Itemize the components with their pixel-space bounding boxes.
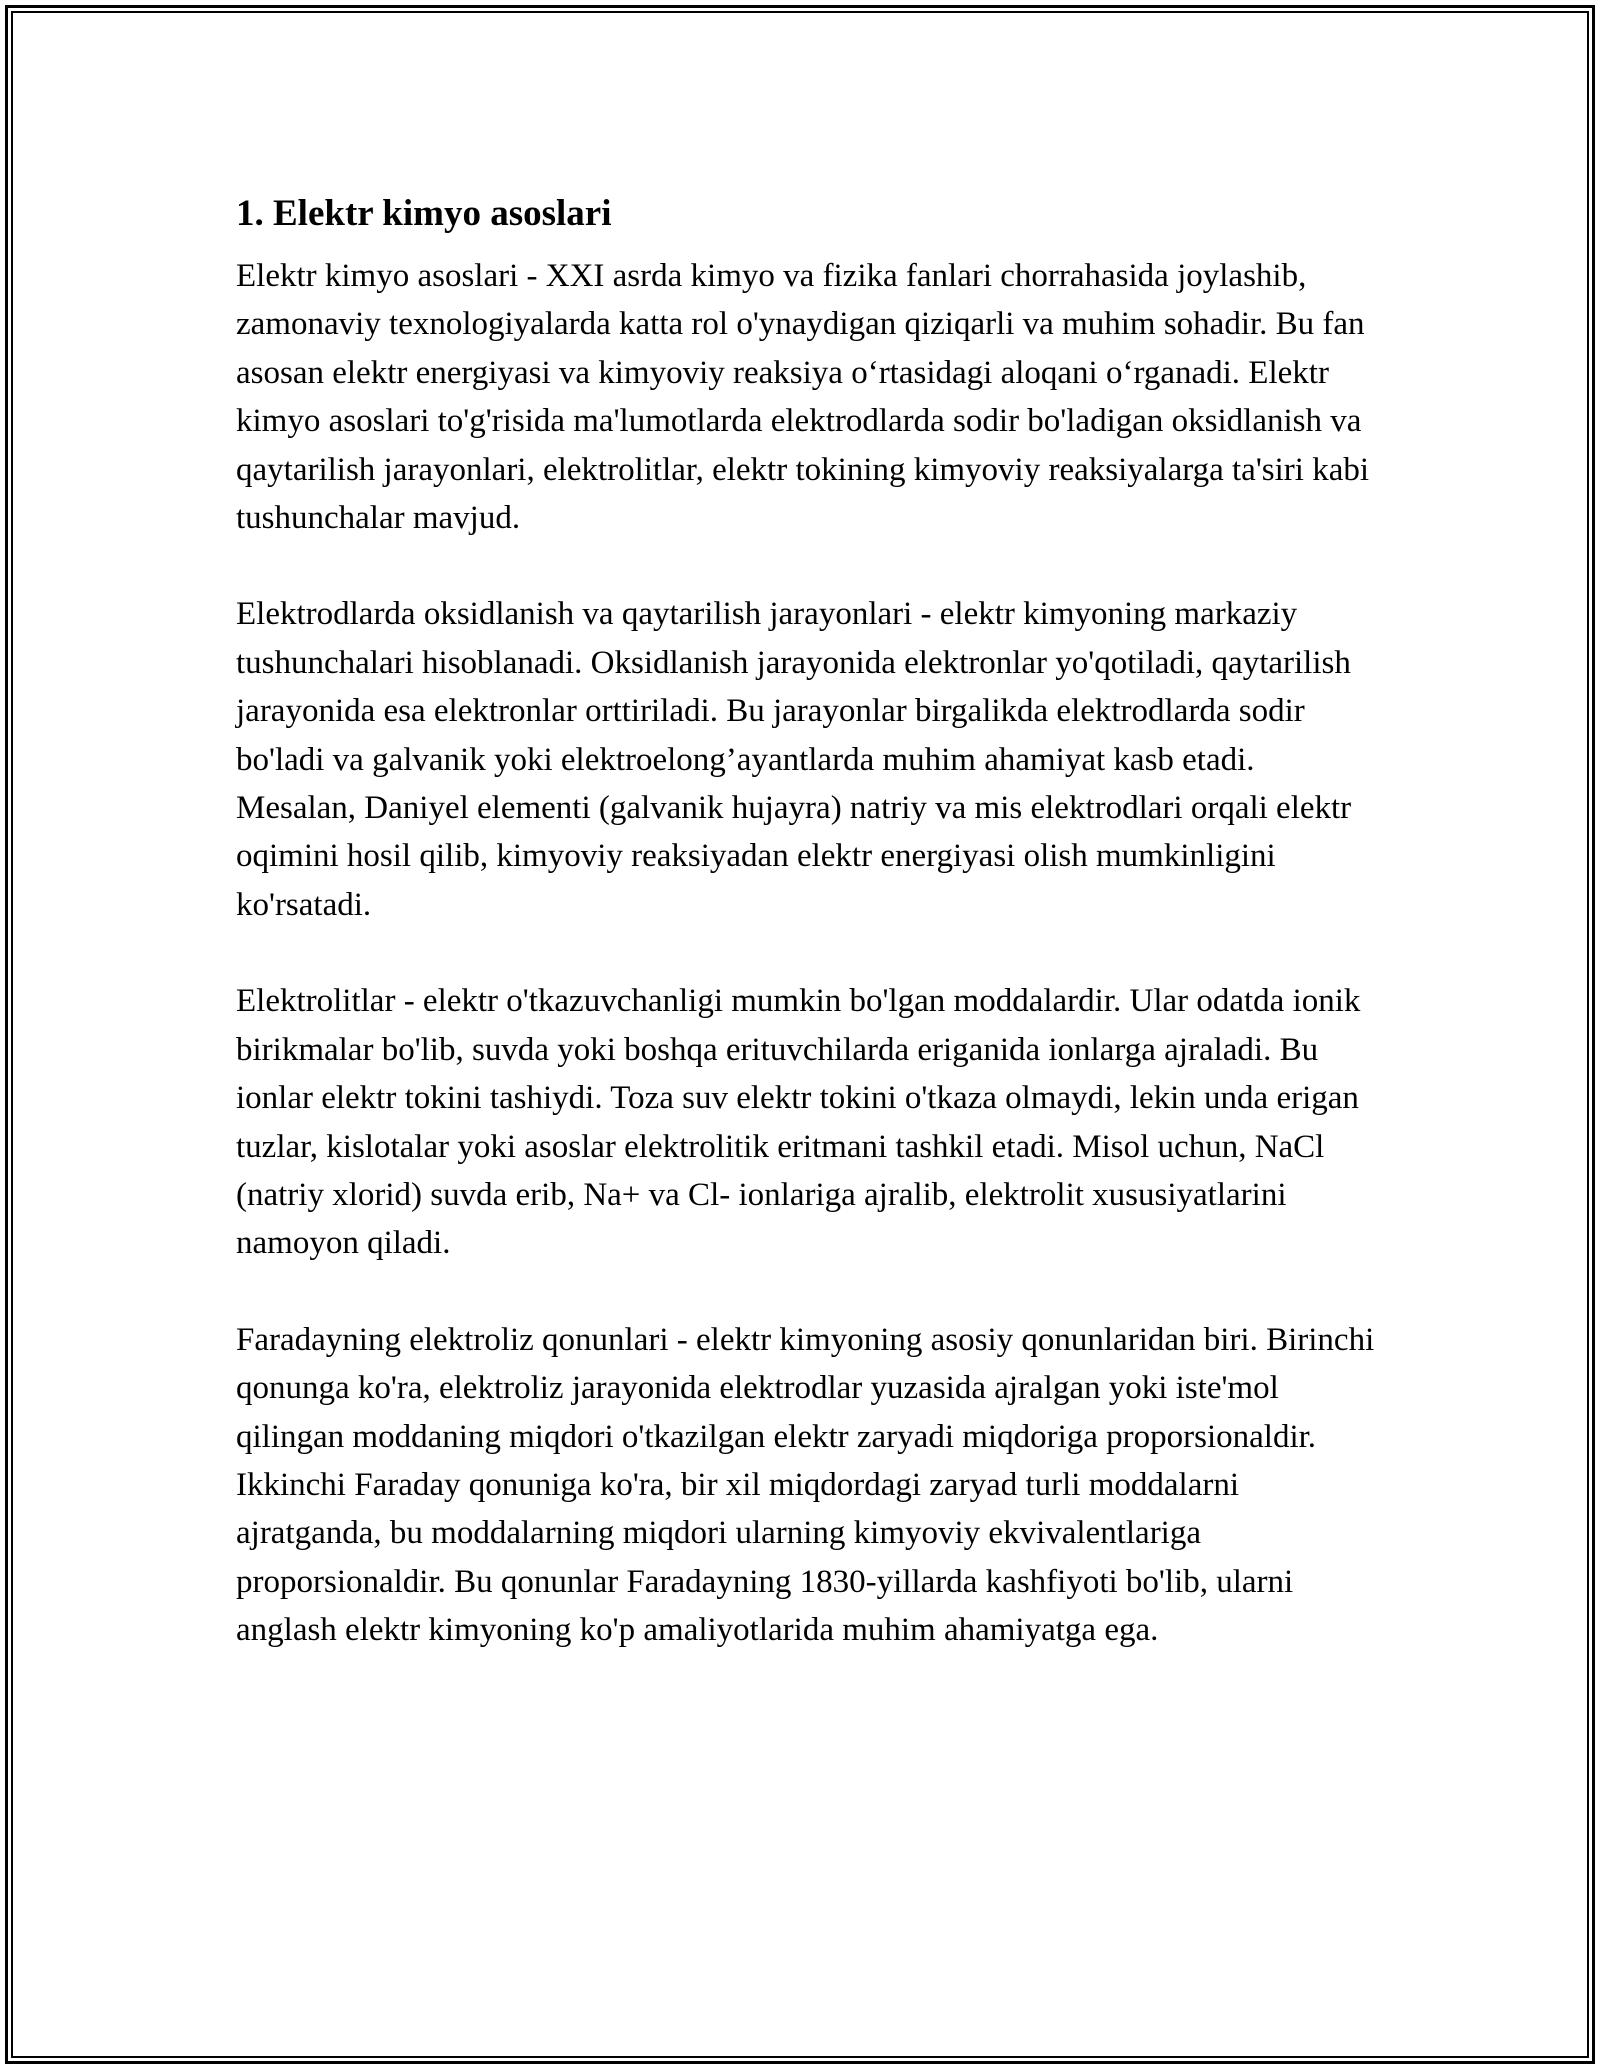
document-body	[236, 188, 1376, 1655]
paragraph-electrolytes: Elektrolitlar - elektr o'tkazuvchanligi mumkin bo'lgan moddalardir. Ular odatda ionik birikmalar bo'lib, suvda yoki boshqa erituvchilarda eriganida ionlarga ajraladi. Bu ionlar elektr tokini tashiydi. Toza suv elektr tokini o'tkaza olmaydi, lekin unda erigan tuzlar, kislotalar yoki asoslar elektrolitik eritmani tashkil etadi. Misol uchun, NaCl (natriy xlorid) suvda erib, Na+ va Cl- ionlariga ajralib, elektrolit xususiyatlarini namoyon qiladi.	[236, 983, 1361, 1262]
section-title: 1. Elektr kimyo asoslari	[236, 193, 612, 234]
paragraph-redox: Elektrodlarda oksidlanish va qaytarilish jarayonlari - elektr kimyoning markaziy tushunchalari hisoblanadi. Oksidlanish jarayonida elektronlar yo'qotiladi, qaytarilish jarayonida esa elektronlar orttiriladi. Bu jarayonlar birgalikda elektrodlarda sodir bo'ladi va galvanik yoki elektroelong’ayantlarda muhim ahamiyat kasb etadi. Mesalan, Daniyel elementi (galvanik hujayra) natriy va mis elektrodlari orqali elektr oqimini hosil qilib, kimyoviy reaksiyadan elektr energiyasi olish mumkinligini ko'rsatadi.	[236, 596, 1352, 923]
paragraph-faraday: Faradayning elektroliz qonunlari - elektr kimyoning asosiy qonunlaridan biri. Birinchi qonunga ko'ra, elektroliz jarayonida elektrodlar yuzasida ajralgan yoki iste'mol qilingan moddaning miqdori o'tkazilgan elektr zaryadi miqdoriga proporsionaldir. Ikkinchi Faraday qonuniga ko'ra, bir xil miqdordagi zaryad turli moddalarni ajratganda, bu moddalarning miqdori ularning kimyoviy ekvivalentlariga proporsionaldir. Bu qonunlar Faradayning 1830-yillarda kashfiyoti bo'lib, ularni anglash elektr kimyoning ko'p amaliyotlarida muhim ahamiyatga ega.	[236, 1321, 1375, 1649]
paragraph-intro: Elektr kimyo asoslari - XXI asrda kimyo va fizika fanlari chorrahasida joylashib, zamonaviy texnologiyalarda katta rol o'ynaydigan qiziqarli va muhim sohadir. Bu fan asosan elektr energiyasi va kimyoviy reaksiya oʻrtasidagi aloqani oʻrganadi. Elektr kimyo asoslari to'g'risida ma'lumotlarda elektrodlarda sodir bo'ladigan oksidlanish va qaytarilish jarayonlari, elektrolitlar, elektr tokining kimyoviy reaksiyalarga ta'siri kabi tushunchalar mavjud.	[236, 258, 1370, 537]
